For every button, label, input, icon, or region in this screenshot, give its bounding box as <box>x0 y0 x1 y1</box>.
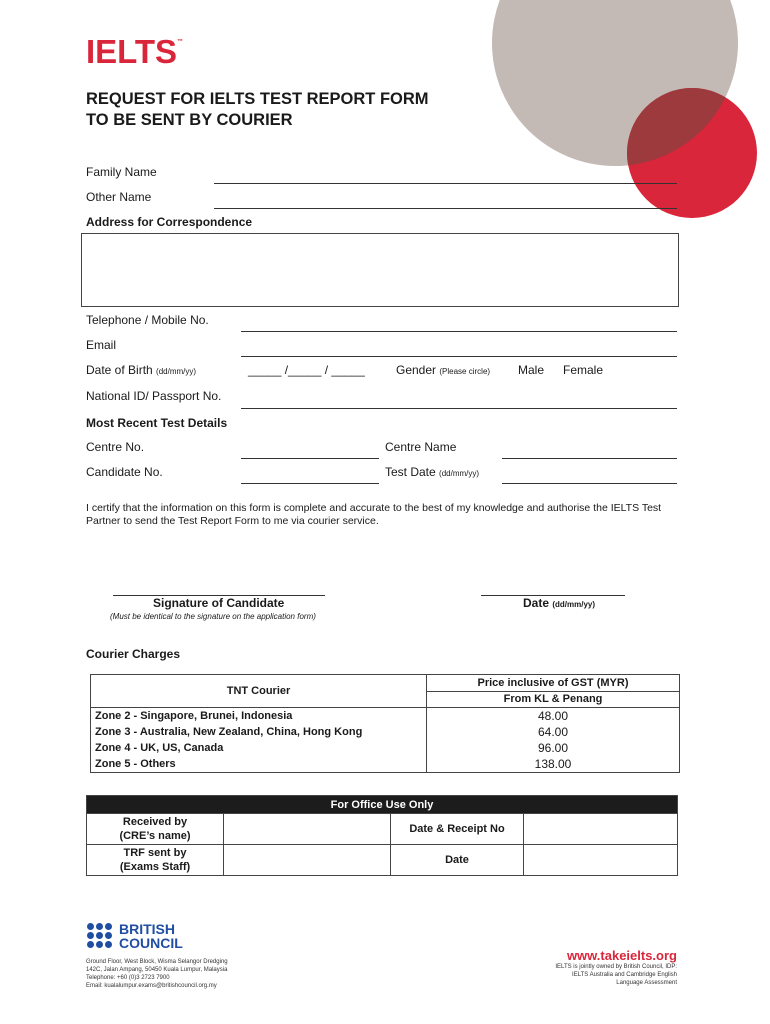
ownership-note: IELTS is jointly owned by British Council, IDP: IELTS Australia and Cambridge English Language Assessment <box>555 964 677 986</box>
zone-4: Zone 4 - UK, US, Canada <box>95 742 224 754</box>
price-list <box>427 708 680 773</box>
telephone-label: Telephone / Mobile No. <box>86 313 209 327</box>
office-use-heading: For Office Use Only <box>87 796 678 814</box>
footer-address: Ground Floor, West Block, Wisma Selangor Dredging 142C, Jalan Ampang, 50450 Kuala Lumpur, Malaysia Telephone: +60 (0)3 2723 7900 Email: kualalumpur.exams@britishcouncil.org.my <box>86 959 228 989</box>
price-zone-3: 64.00 <box>537 725 569 739</box>
gender-male-option[interactable]: Male <box>518 363 545 377</box>
british-council-wordmark: BRITISH COUNCIL <box>119 921 183 951</box>
trf-sent-field[interactable] <box>224 845 391 876</box>
zone-5: Zone 5 - Others <box>95 758 176 770</box>
price-zone-4: 96.00 <box>537 741 569 755</box>
centre-no-field[interactable] <box>241 458 379 459</box>
signature-note: (Must be identical to the signature on the application form) <box>110 612 316 621</box>
form-title <box>86 89 429 131</box>
telephone-field[interactable] <box>241 331 677 332</box>
test-date-field[interactable] <box>502 483 677 484</box>
date-receipt-label: Date & Receipt No <box>391 814 524 845</box>
takeielts-link[interactable]: www.takeielts.org <box>566 948 677 963</box>
office-date-label: Date <box>391 845 524 876</box>
dob-field[interactable]: _____ /_____ / _____ <box>248 363 365 377</box>
national-id-label: National ID/ Passport No. <box>86 389 222 403</box>
zone-3: Zone 3 - Australia, New Zealand, China, Hong Kong <box>95 726 363 738</box>
trf-sent-label: TRF sent by (Exams Staff) <box>87 845 224 876</box>
decorative-circle-overlap <box>627 88 757 218</box>
certification-text: I certify that the information on this form is complete and accurate to the best of my knowledge and authorise the IELTS Test Partner to send the Test Report Form to me via courier service. <box>86 502 662 527</box>
email-label: Email <box>86 338 117 352</box>
address-field[interactable] <box>81 233 679 307</box>
other-name-field[interactable] <box>214 208 677 209</box>
courier-charges-table <box>90 674 680 773</box>
price-zone-2: 48.00 <box>537 709 569 723</box>
received-by-label: Received by (CRE’s name) <box>87 814 224 845</box>
centre-name-label: Centre Name <box>385 440 457 454</box>
dob-label: Date of Birth (dd/mm/yy) <box>86 363 197 377</box>
candidate-no-field[interactable] <box>241 483 379 484</box>
date-receipt-field[interactable] <box>524 814 678 845</box>
signature-date-label: Date (dd/mm/yy) <box>523 596 596 610</box>
family-name-label: Family Name <box>86 165 157 179</box>
family-name-field[interactable] <box>214 183 677 184</box>
candidate-no-label: Candidate No. <box>86 465 163 479</box>
courier-heading: Courier Charges <box>86 647 181 661</box>
national-id-field[interactable] <box>241 408 677 409</box>
centre-no-label: Centre No. <box>86 440 145 454</box>
title-line-1: REQUEST FOR IELTS TEST REPORT FORM <box>86 90 429 108</box>
gender-label: Gender (Please circle) <box>396 363 491 377</box>
price-zone-5: 138.00 <box>534 757 572 771</box>
email-field[interactable] <box>241 356 677 357</box>
signature-label: Signature of Candidate <box>153 596 285 610</box>
other-name-label: Other Name <box>86 190 152 204</box>
zone-2: Zone 2 - Singapore, Brunei, Indonesia <box>95 710 293 722</box>
ielts-logo: IELTS™ <box>86 33 184 70</box>
office-use-table <box>86 795 678 876</box>
office-date-field[interactable] <box>524 845 678 876</box>
test-date-label: Test Date (dd/mm/yy) <box>385 465 480 479</box>
tnt-courier-header: TNT Courier <box>91 675 427 708</box>
centre-name-field[interactable] <box>502 458 677 459</box>
price-header: Price inclusive of GST (MYR) From KL & Penang <box>427 675 680 708</box>
test-details-heading: Most Recent Test Details <box>86 416 228 430</box>
address-label: Address for Correspondence <box>86 215 253 229</box>
zone-list <box>91 708 427 773</box>
footer-right <box>555 948 677 987</box>
received-by-field[interactable] <box>224 814 391 845</box>
gender-female-option[interactable]: Female <box>563 363 604 377</box>
title-line-2: TO BE SENT BY COURIER <box>86 111 293 129</box>
